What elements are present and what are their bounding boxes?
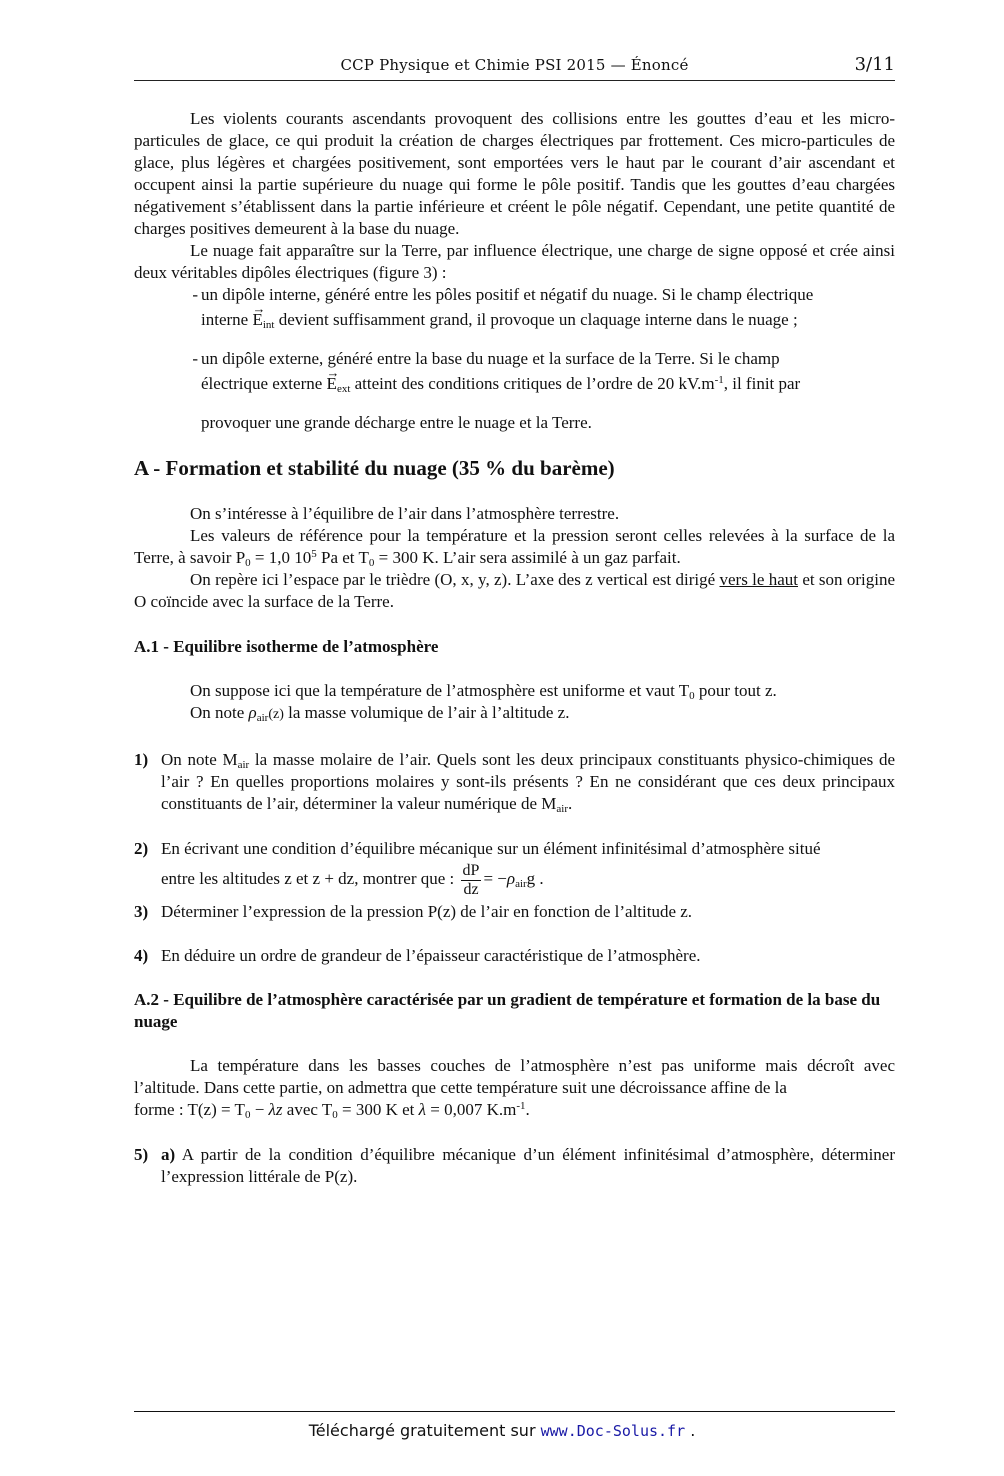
- list-item-external-dipole: [134, 348, 895, 370]
- field-vector: → E: [252, 309, 262, 331]
- question-number: 2): [134, 839, 149, 858]
- question-number: 5): [134, 1144, 149, 1164]
- list-item-external-dipole-end: provoquer une grande décharge entre le nuage et la Terre.: [201, 413, 592, 432]
- question-number: 4): [134, 945, 149, 965]
- page-footer: Téléchargé gratuitement sur www.Doc-Solus.fr .: [308, 1421, 696, 1440]
- question-2: [134, 838, 895, 899]
- question-text: On note $M_{air}$ la masse molaire de l’air. Quels sont les deux principaux constituants physico-chimiques de l’air ? En quelles proportions molaires y sont-ils présents ? En ne considérant que ces deux principaux constituants de l’air, déterminer la valeur numérique de $M_{air}$.: [161, 750, 895, 815]
- question-4: [134, 945, 895, 967]
- question-number: 1): [134, 750, 149, 769]
- question-text: a) A partir de la condition d’équilibre mécanique d’un élément infinitésimal d’atmosphère, déterminer l’expression littérale de P(z).: [161, 1144, 895, 1186]
- a1-paragraph-1: On suppose ici que la température de l’atmosphère est uniforme et vaut $T_0$ pour tout z.: [190, 681, 777, 702]
- derivative-fraction: $\frac{dP}{dz}$: [462, 861, 480, 898]
- list-dash: -: [192, 349, 198, 368]
- question-5a: [134, 1144, 895, 1188]
- intro-paragraph-2: Le nuage fait apparaître sur la Terre, par influence électrique, une charge de signe opposé et crée ainsi deux véritables dipôles électriques (figure 3) :: [134, 241, 895, 282]
- question-number: 3): [134, 901, 149, 921]
- list-dash: -: [192, 285, 198, 304]
- doc-solus-link[interactable]: www.Doc-Solus.fr: [540, 1422, 686, 1440]
- header-title: CCP Physique et Chimie PSI 2015 — Énoncé: [340, 56, 689, 74]
- question-3: [134, 901, 895, 923]
- a2-paragraph-1: La température dans les basses couches de l’atmosphère n’est pas uniforme mais décroît avec l’altitude. Dans cette partie, on admettra que cette température suit une décroissance affine de la: [134, 1055, 895, 1097]
- section-a-paragraph-3: On repère ici l’espace par le trièdre (O, x, y, z). L’axe des z vertical est dirigé vers le haut et son origine O coïncide avec la surface de la Terre.: [134, 570, 895, 611]
- list-item-internal-dipole-cont: interne → $E_{int}$ devient suffisamment grand, il provoque un claquage interne dans le nuage ;: [201, 309, 895, 331]
- question-text: Déterminer l’expression de la pression P(z) de l’air en fonction de l’altitude z.: [161, 901, 693, 921]
- page-number: 3/11: [854, 54, 895, 75]
- a1-paragraph-2: On note $\rho_{air}(z)$ la masse volumique de l’air à l’altitude z.: [190, 703, 570, 724]
- list-item-external-dipole-cont: électrique externe → $E_{ext}$ atteint des conditions critiques de l’ordre de 20 $kV.m^{-1}$, il finit par: [201, 373, 895, 395]
- list-item-internal-dipole: [134, 284, 895, 306]
- section-a-title: A - Formation et stabilité du nuage (35 % du barème): [134, 456, 615, 480]
- section-a-paragraph-2: Les valeurs de référence pour la température et la pression seront celles relevées à la surface de la Terre, à savoir $P_0 = 1,0$ $10^5$ Pa et $T_0 = 300$ K. L’air sera assimilé à un gaz parfait.: [134, 526, 895, 569]
- question-1: [134, 749, 895, 815]
- question-text: En écrivant une condition d’équilibre mécanique sur un élément infinitésimal d’atmosphère situé entre les altitudes z et z + dz, montrer que : $\frac{dP}{dz}$ = $-\rho_{air}g$ .: [161, 839, 821, 898]
- intro-paragraph-1: Les violents courants ascendants provoquent des collisions entre les gouttes d’eau et les micro-particules de glace, ce qui produit la création de charges électriques par frottement. Ces micro-particules de glace, plus légères et chargées positivement, sont emportées vers le haut par le courant d’air ascendant et occupent ainsi la partie supérieure du nuage qui forme le pôle positif. Tandis que les gouttes d’eau chargées négativement s’établissent dans la partie inférieure et créent le pôle négatif. Cependant, une petite quantité de charges positives demeurent à la base du nuage.: [134, 109, 895, 238]
- subsection-a1-title: A.1 - Equilibre isotherme de l’atmosphère: [134, 637, 439, 656]
- list-text: un dipôle externe, généré entre la base du nuage et la surface de la Terre. Si le champ: [201, 349, 780, 368]
- list-text: un dipôle interne, généré entre les pôles positif et négatif du nuage. Si le champ électrique: [201, 285, 814, 304]
- page-header: [134, 54, 895, 81]
- page-body: [134, 108, 895, 1188]
- section-a-paragraph-1: On s’intéresse à l’équilibre de l’air dans l’atmosphère terrestre.: [190, 504, 620, 523]
- question-text: En déduire un ordre de grandeur de l’épaisseur caractéristique de l’atmosphère.: [161, 945, 701, 965]
- subsection-a2-title: A.2 - Equilibre de l’atmosphère caractérisée par un gradient de température et formation de la base du nuage: [134, 989, 881, 1031]
- field-vector: → E: [327, 373, 337, 395]
- a2-paragraph-2: forme : $T(z) = T_0 - \lambda z$ avec $T_0 = 300$ K et λ = 0,007 $K.m^{-1}$.: [134, 1099, 530, 1121]
- footer-rule: [134, 1411, 895, 1412]
